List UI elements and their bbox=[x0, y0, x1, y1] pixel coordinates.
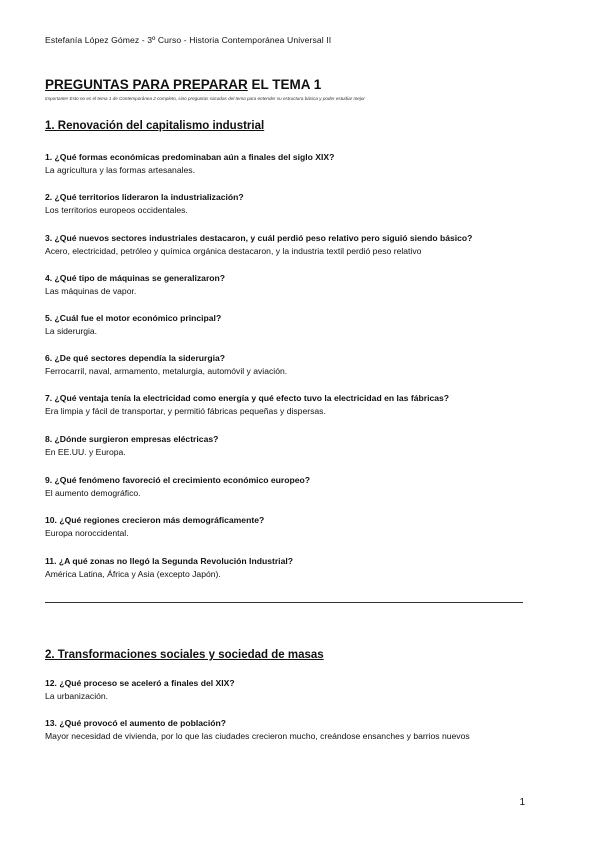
qa-item-13 bbox=[45, 717, 555, 743]
answer: En EE.UU. y Europa. bbox=[45, 447, 126, 457]
answer: Los territorios europeos occidentales. bbox=[45, 205, 188, 215]
question: 10. ¿Qué regiones crecieron más demográficamente? bbox=[45, 515, 265, 525]
qa-item-10 bbox=[45, 514, 555, 540]
answer: Ferrocarril, naval, armamento, metalurgia, automóvil y aviación. bbox=[45, 366, 288, 376]
qa-item-5 bbox=[45, 312, 555, 338]
answer: La agricultura y las formas artesanales. bbox=[45, 165, 195, 175]
answer: Era limpia y fácil de transportar, y permitió fábricas pequeñas y dispersas. bbox=[45, 406, 326, 416]
answer: Acero, electricidad, petróleo y química orgánica destacaron, y la industria textil perdió peso relativo bbox=[45, 246, 422, 256]
qa-item-8 bbox=[45, 433, 555, 459]
important-note: Importante! Esto no es el tema 1 de Contemporánea 2 completo, sino preguntas sacadas del tema para entender su estructura básica y poder estudiar mejor bbox=[45, 96, 365, 101]
question: 8. ¿Dónde surgieron empresas eléctricas? bbox=[45, 434, 219, 444]
qa-item-2 bbox=[45, 191, 555, 217]
qa-item-9 bbox=[45, 474, 555, 500]
question: 7. ¿Qué ventaja tenía la electricidad como energía y qué efecto tuvo la electricidad en las fábricas? bbox=[45, 393, 450, 403]
qa-item-4 bbox=[45, 272, 555, 298]
section-heading-1: 1. Renovación del capitalismo industrial bbox=[45, 120, 265, 132]
qa-item-7 bbox=[45, 392, 555, 418]
document-title-rest: EL TEMA 1 bbox=[247, 77, 322, 92]
document-title bbox=[45, 77, 321, 92]
section-heading-2: 2. Transformaciones sociales y sociedad de masas bbox=[45, 649, 324, 661]
question: 12. ¿Qué proceso se aceleró a finales del XIX? bbox=[45, 678, 235, 688]
answer: Europa noroccidental. bbox=[45, 528, 129, 538]
question: 6. ¿De qué sectores dependía la siderurgia? bbox=[45, 353, 226, 363]
answer: La urbanización. bbox=[45, 691, 109, 701]
question: 3. ¿Qué nuevos sectores industriales destacaron, y cuál perdió peso relativo pero siguió siendo básico? bbox=[45, 233, 473, 243]
qa-item-3 bbox=[45, 232, 555, 258]
question: 5. ¿Cuál fue el motor económico principal? bbox=[45, 313, 222, 323]
page-number: 1 bbox=[519, 797, 525, 808]
question: 1. ¿Qué formas económicas predominaban aún a finales del siglo XIX? bbox=[45, 152, 335, 162]
answer: América Latina, África y Asia (excepto Japón). bbox=[45, 569, 221, 579]
qa-item-11 bbox=[45, 555, 555, 581]
answer: El aumento demográfico. bbox=[45, 488, 141, 498]
document-title-underlined: PREGUNTAS PARA PREPARAR bbox=[45, 77, 248, 92]
question: 2. ¿Qué territorios lideraron la industrialización? bbox=[45, 192, 244, 202]
qa-item-12 bbox=[45, 677, 555, 703]
page-header: Estefanía López Gómez - 3º Curso - Historia Contemporánea Universal II bbox=[45, 35, 332, 45]
answer: La siderurgia. bbox=[45, 326, 98, 336]
answer: Las máquinas de vapor. bbox=[45, 286, 137, 296]
question: 11. ¿A qué zonas no llegó la Segunda Revolución Industrial? bbox=[45, 556, 293, 566]
qa-item-1 bbox=[45, 151, 555, 177]
qa-item-6 bbox=[45, 352, 555, 378]
answer: Mayor necesidad de vivienda, por lo que las ciudades crecieron mucho, creándose ensanches y barrios nuevos bbox=[45, 731, 470, 741]
question: 13. ¿Qué provocó el aumento de población? bbox=[45, 718, 226, 728]
question: 9. ¿Qué fenómeno favoreció el crecimiento económico europeo? bbox=[45, 475, 311, 485]
horizontal-divider bbox=[45, 602, 523, 603]
question: 4. ¿Qué tipo de máquinas se generalizaron? bbox=[45, 273, 226, 283]
